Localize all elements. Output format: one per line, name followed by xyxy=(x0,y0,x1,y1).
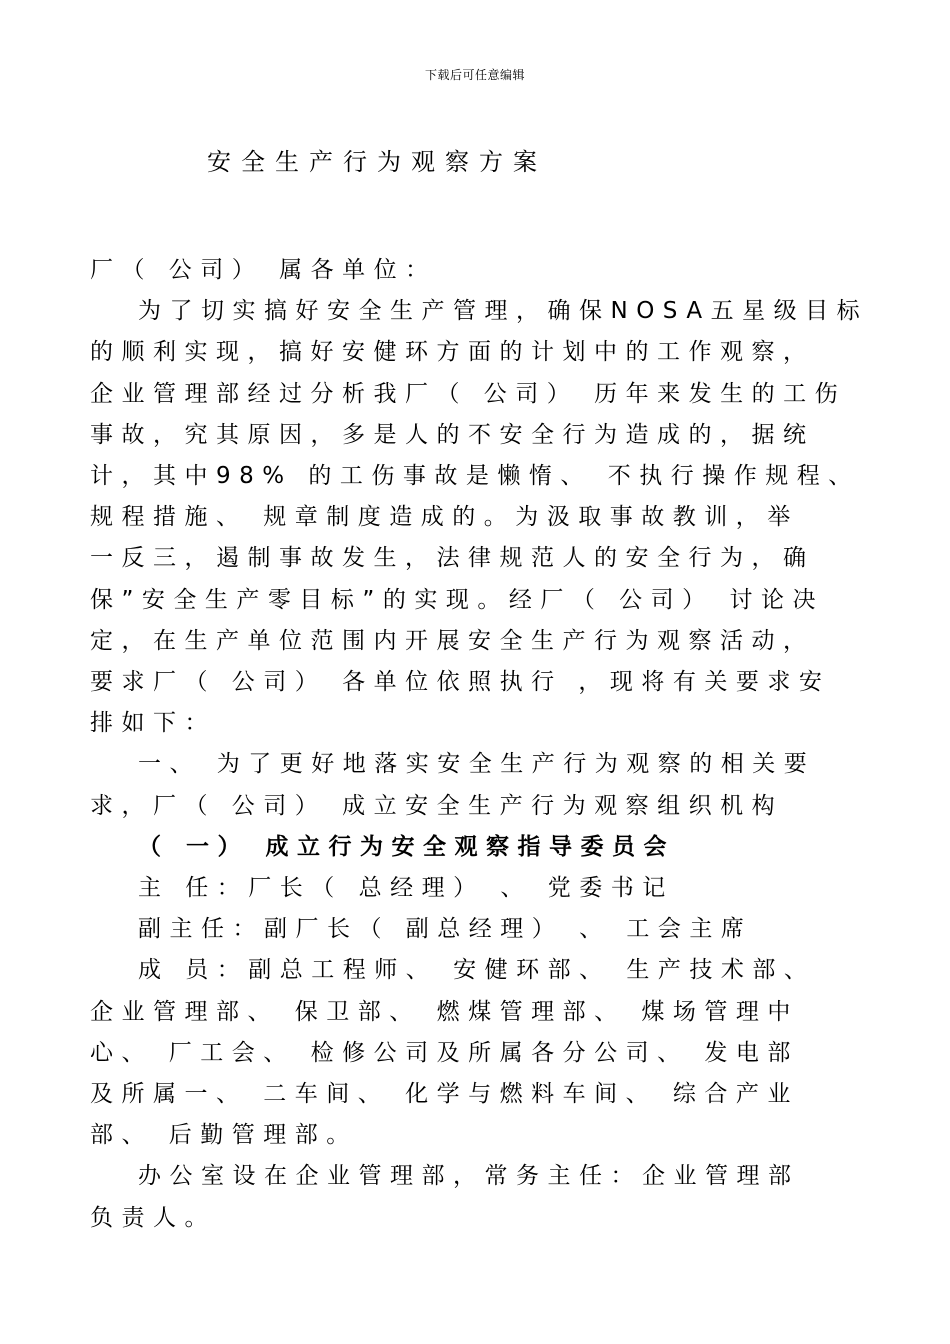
body-line: 保”安全生产零目标”的实现。经厂（ 公司） 讨论决 xyxy=(90,586,824,613)
body-line: 规程措施、 规章制度造成的。为汲取事故教训，举 xyxy=(90,504,799,531)
body-line: 负责人。 xyxy=(90,1204,216,1231)
body-line: 心、 厂工会、 检修公司及所属各分公司、 发电部 xyxy=(90,1039,799,1066)
body-line: 成 员：副总工程师、 安健环部、 生产技术部、 xyxy=(138,957,816,984)
body-line: 企业管理部、 保卫部、 燃煤管理部、 煤场管理中 xyxy=(90,998,799,1025)
body-line: 厂（ 公司） 属各单位： xyxy=(90,257,437,283)
body-line: 定，在生产单位范围内开展安全生产行为观察活动， xyxy=(90,627,815,654)
body-line: 一、 为了更好地落实安全生产行为观察的相关要 xyxy=(138,751,816,778)
body-line: 的顺利实现，搞好安健环方面的计划中的工作观察， xyxy=(90,339,815,366)
body-line: 企业管理部经过分析我厂（ 公司） 历年来发生的工伤 xyxy=(90,380,847,407)
body-line: 要求厂（ 公司） 各单位依照执行 ，现将有关要求安 xyxy=(90,669,831,695)
body-line: 部、 后勤管理部。 xyxy=(90,1122,358,1149)
body-line: 求，厂（ 公司） 成立安全生产行为观察组织机构 xyxy=(90,792,784,819)
body-line: 为了切实搞好安全生产管理，确保NOSA五星级目标 xyxy=(138,298,869,325)
body-line: 办公室设在企业管理部，常务主任：企业管理部 xyxy=(138,1163,800,1190)
body-line: 主 任：厂长（ 总经理） 、 党委书记 xyxy=(138,875,674,901)
body-line: 一反三，遏制事故发生，法律规范人的安全行为，确 xyxy=(90,545,815,572)
body-line: （ 一） 成立行为安全观察指导委员会 xyxy=(138,833,676,860)
body-line: 副主任：副厂长（ 副总经理） 、 工会主席 xyxy=(138,916,753,943)
body-line: 及所属一、 二车间、 化学与燃料车间、 综合产业 xyxy=(90,1081,799,1107)
body-line: 计，其中98% 的工伤事故是懒惰、 不执行操作规程、 xyxy=(90,463,860,489)
document-title: 安全生产行为观察方案 xyxy=(207,148,547,176)
header-note: 下载后可任意编辑 xyxy=(424,68,525,82)
body-line: 排如下： xyxy=(90,710,216,737)
body-line: 事故，究其原因，多是人的不安全行为造成的，据统 xyxy=(90,421,815,448)
